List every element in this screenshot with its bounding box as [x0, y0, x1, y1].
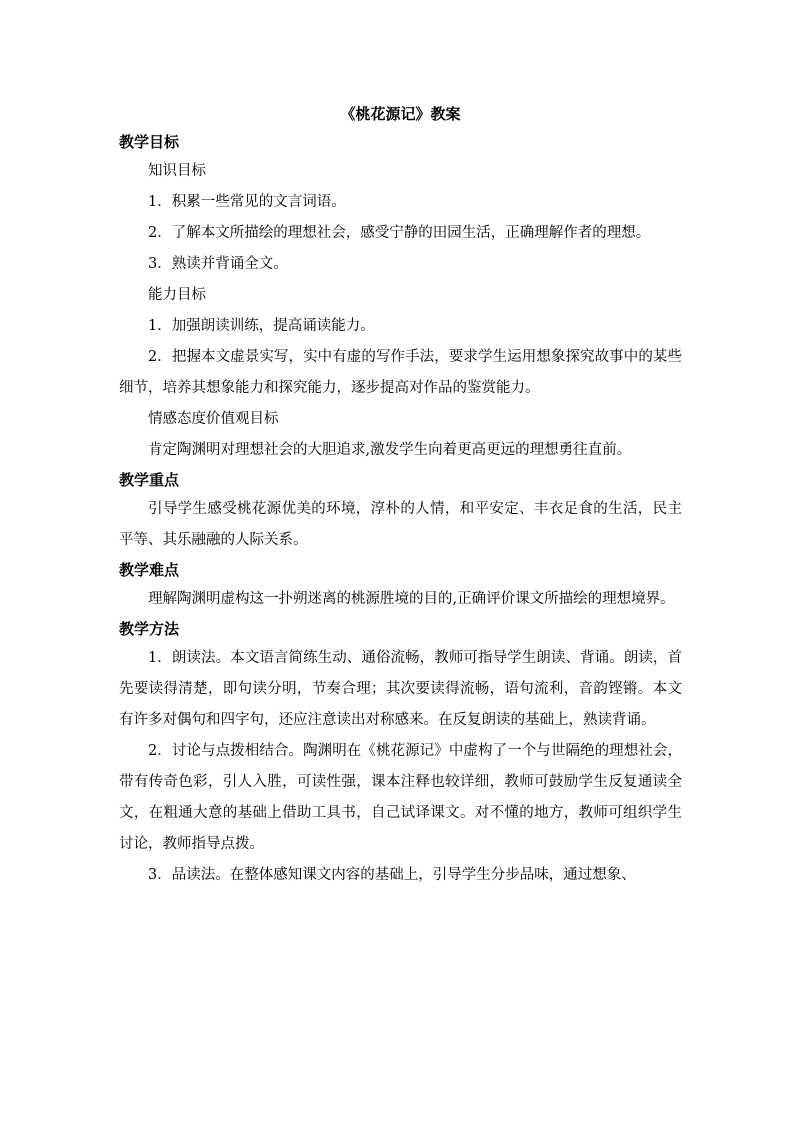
subheading-emotion-goals: 情感态度价值观目标	[148, 411, 279, 427]
difficulties-text: 理解陶渊明虚构这一扑朔迷离的桃源胜境的目的,正确评价课文所描绘的理想境界。	[148, 591, 675, 607]
section-heading-methods: 教学方法	[119, 620, 180, 638]
method-item-1: 1．朗读法。本文语言简练生动、通俗流畅，教师可指导学生朗读、背诵。朗读，首先要读得清楚，即句读分明，节奏合理；其次要读得流畅，语句流利，音韵铿锵。本文有许多对偶句和四字句，还应注意读出对称感来。在反复朗读的基础上，熟读背诵。	[119, 650, 682, 728]
subheading-knowledge-goals: 知识目标	[148, 163, 206, 179]
method-item-3: 3．品读法。在整体感知课文内容的基础上，引导学生分步品味，通过想象、	[148, 867, 636, 883]
ability-item-2: 2．把握本文虚景实写，实中有虚的写作手法，要求学生运用想象探究故事中的某些细节，培养其想象能力和探究能力，逐步提高对作品的鉴赏能力。	[119, 349, 682, 396]
emotion-goal-text: 肯定陶渊明对理想社会的大胆追求,激发学生向着更高更远的理想勇往直前。	[148, 442, 632, 458]
knowledge-item-3: 3．熟读并背诵全文。	[148, 256, 288, 272]
section-heading-difficulties: 教学难点	[119, 561, 180, 579]
section-heading-goals: 教学目标	[119, 133, 180, 151]
knowledge-item-2: 2．了解本文所描绘的理想社会，感受宁静的田园生活，正确理解作者的理想。	[148, 225, 651, 241]
key-points-text: 引导学生感受桃花源优美的环境，淳朴的人情，和平安定、丰衣足食的生活，民主平等、其乐融融的人际关系。	[119, 501, 682, 548]
method-item-2: 2．讨论与点拨相结合。陶渊明在《桃花源记》中虚构了一个与世隔绝的理想社会，带有传奇色彩，引人入胜，可读性强，课本注释也较详细，教师可鼓励学生反复通读全文，在粗通大意的基础上借助工具书，自己试译课文。对不懂的地方，教师可组织学生讨论，教师指导点拨。	[119, 743, 682, 852]
knowledge-item-1: 1．积累一些常见的文言词语。	[148, 194, 346, 210]
section-heading-key-points: 教学重点	[119, 471, 180, 489]
document-page	[119, 100, 682, 891]
document-title: 《桃花源记》教案	[340, 105, 461, 123]
subheading-ability-goals: 能力目标	[148, 287, 206, 303]
ability-item-1: 1．加强朗读训练，提高诵读能力。	[148, 318, 375, 334]
